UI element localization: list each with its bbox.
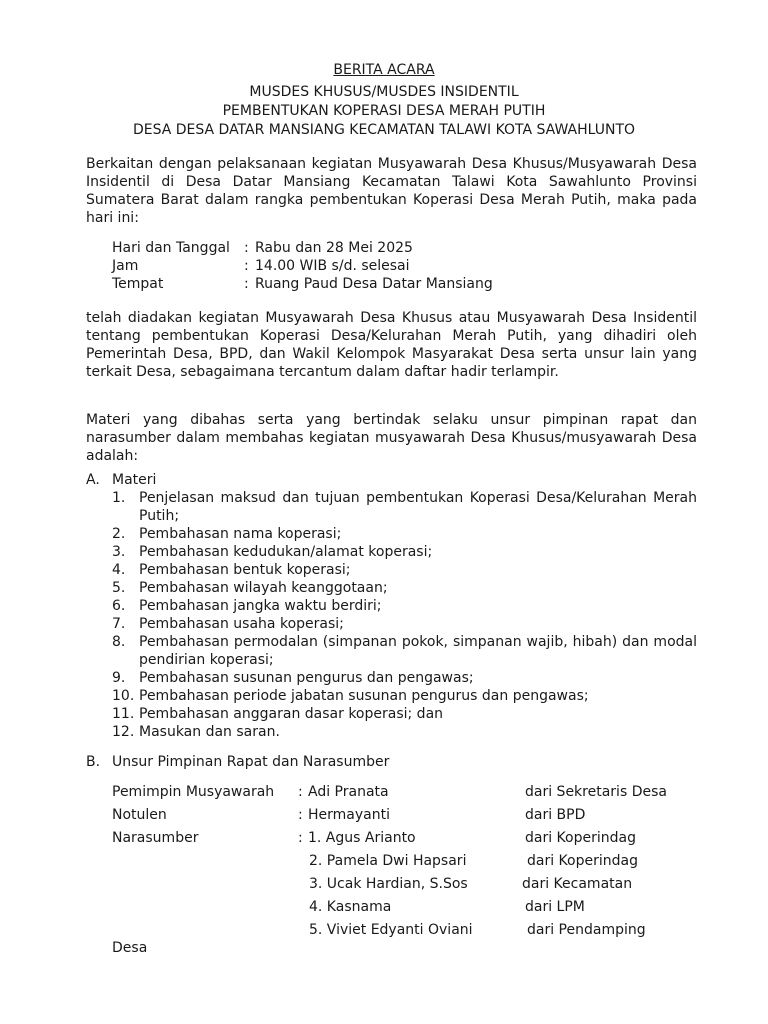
list-item-text: Pembahasan anggaran dasar koperasi; dan xyxy=(139,706,444,722)
section-a-title: Materi xyxy=(112,472,157,488)
section-b-letter: B. xyxy=(86,754,101,770)
list-item-text: Masukan dan saran. xyxy=(139,724,280,740)
list-item-number: 10. xyxy=(112,688,135,704)
notulen-name: Hermayanti xyxy=(308,807,390,823)
trailing-text: Desa xyxy=(112,940,148,956)
detail-sep-time: : xyxy=(244,258,249,274)
list-item-text: Pembahasan permodalan (simpanan pokok, simpanan wajib, hibah) dan modal pendirian koperasi; xyxy=(139,634,697,668)
leader-label: Pemimpin Musyawarah xyxy=(112,784,275,800)
list-item-text: Pembahasan periode jabatan susunan pengurus dan pengawas; xyxy=(139,688,589,704)
doc-subtitle-1: MUSDES KHUSUS/MUSDES INSIDENTIL xyxy=(249,84,519,100)
section-b-title: Unsur Pimpinan Rapat dan Narasumber xyxy=(112,754,390,770)
notulen-label: Notulen xyxy=(112,807,167,823)
materi-list xyxy=(112,489,697,741)
detail-sep-date: : xyxy=(244,240,249,256)
list-item-text: Pembahasan usaha koperasi; xyxy=(139,616,344,632)
list-item-text: Pembahasan susunan pengurus dan pengawas; xyxy=(139,670,474,686)
narasumber-sep: : xyxy=(298,830,303,846)
doc-heading: BERITA ACARA xyxy=(333,62,435,78)
leader-sep: : xyxy=(298,784,303,800)
narasumber-origin: dari LPM xyxy=(525,899,585,915)
list-item-text: Penjelasan maksud dan tujuan pembentukan Koperasi Desa/Kelurahan Merah Putih; xyxy=(139,490,697,524)
list-item-text: Pembahasan nama koperasi; xyxy=(139,526,342,542)
detail-value-time: 14.00 WIB s/d. selesai xyxy=(255,258,410,274)
list-item xyxy=(112,687,697,705)
notulen-sep: : xyxy=(298,807,303,823)
list-item-text: Pembahasan bentuk koperasi; xyxy=(139,562,351,578)
list-item xyxy=(112,723,697,741)
list-item-number: 2. xyxy=(112,526,126,542)
list-item xyxy=(112,633,697,669)
detail-value-date: Rabu dan 28 Mei 2025 xyxy=(255,240,413,256)
narasumber-origin: dari Pendamping xyxy=(527,922,646,938)
narasumber-origin: dari Koperindag xyxy=(525,830,636,846)
detail-label-date: Hari dan Tanggal xyxy=(112,240,230,256)
section-a-letter: A. xyxy=(86,472,100,488)
list-item-number: 6. xyxy=(112,598,126,614)
list-item xyxy=(112,525,697,543)
agenda-intro-paragraph: Materi yang dibahas serta yang bertindak selaku unsur pimpinan rapat dan narasumber dalam membahas kegiatan musyawarah Desa Khusus/musyawarah Desa adalah: xyxy=(86,412,697,464)
list-item xyxy=(112,579,697,597)
list-item-number: 5. xyxy=(112,580,126,596)
leader-name: Adi Pranata xyxy=(308,784,389,800)
list-item-number: 11. xyxy=(112,706,135,722)
notulen-origin: dari BPD xyxy=(525,807,586,823)
list-item xyxy=(112,489,697,525)
attendance-paragraph: telah diadakan kegiatan Musyawarah Desa Khusus atau Musyawarah Desa Insidentil tentang pembentukan Koperasi Desa/Kelurahan Merah Putih, yang dihadiri oleh Pemerintah Desa, BPD, dan Wakil Kelompok Masyarakat Desa serta unsur lain yang terkait Desa, sebagaimana tercantum dalam daftar hadir terlampir. xyxy=(86,310,697,380)
narasumber-name: 5. Viviet Edyanti Oviani xyxy=(309,922,473,938)
narasumber-name: 1. Agus Arianto xyxy=(308,830,416,846)
list-item-text: Pembahasan jangka waktu berdiri; xyxy=(139,598,382,614)
list-item-number: 3. xyxy=(112,544,126,560)
list-item xyxy=(112,561,697,579)
doc-subtitle-2: PEMBENTUKAN KOPERASI DESA MERAH PUTIH xyxy=(222,103,546,119)
narasumber-name: 3. Ucak Hardian, S.Sos xyxy=(309,876,468,892)
narasumber-name: 4. Kasnama xyxy=(309,899,392,915)
list-item-text: Pembahasan wilayah keanggotaan; xyxy=(139,580,388,596)
list-item xyxy=(112,615,697,633)
list-item xyxy=(112,543,697,561)
narasumber-origin: dari Kecamatan xyxy=(522,876,633,892)
narasumber-origin: dari Koperindag xyxy=(527,853,638,869)
list-item-number: 8. xyxy=(112,634,126,650)
list-item-number: 4. xyxy=(112,562,126,578)
list-item-number: 7. xyxy=(112,616,126,632)
doc-subtitle-3: DESA DESA DATAR MANSIANG KECAMATAN TALAWI KOTA SAWAHLUNTO xyxy=(132,122,636,138)
intro-paragraph: Berkaitan dengan pelaksanaan kegiatan Musyawarah Desa Khusus/Musyawarah Desa Insidentil di Desa Datar Mansiang Kecamatan Talawi Kota Sawahlunto Provinsi Sumatera Barat dalam rangka pembentukan Koperasi Desa Merah Putih, maka pada hari ini: xyxy=(86,156,697,226)
list-item-text: Pembahasan kedudukan/alamat koperasi; xyxy=(139,544,433,560)
detail-label-time: Jam xyxy=(112,258,139,274)
detail-sep-place: : xyxy=(244,276,249,292)
narasumber-label: Narasumber xyxy=(112,830,199,846)
list-item xyxy=(112,597,697,615)
list-item-number: 1. xyxy=(112,490,126,506)
list-item-number: 9. xyxy=(112,670,126,686)
list-item-number: 12. xyxy=(112,724,135,740)
list-item xyxy=(112,669,697,687)
leader-origin: dari Sekretaris Desa xyxy=(525,784,667,800)
detail-value-place: Ruang Paud Desa Datar Mansiang xyxy=(255,276,493,292)
detail-label-place: Tempat xyxy=(112,276,164,292)
list-item xyxy=(112,705,697,723)
narasumber-name: 2. Pamela Dwi Hapsari xyxy=(309,853,467,869)
